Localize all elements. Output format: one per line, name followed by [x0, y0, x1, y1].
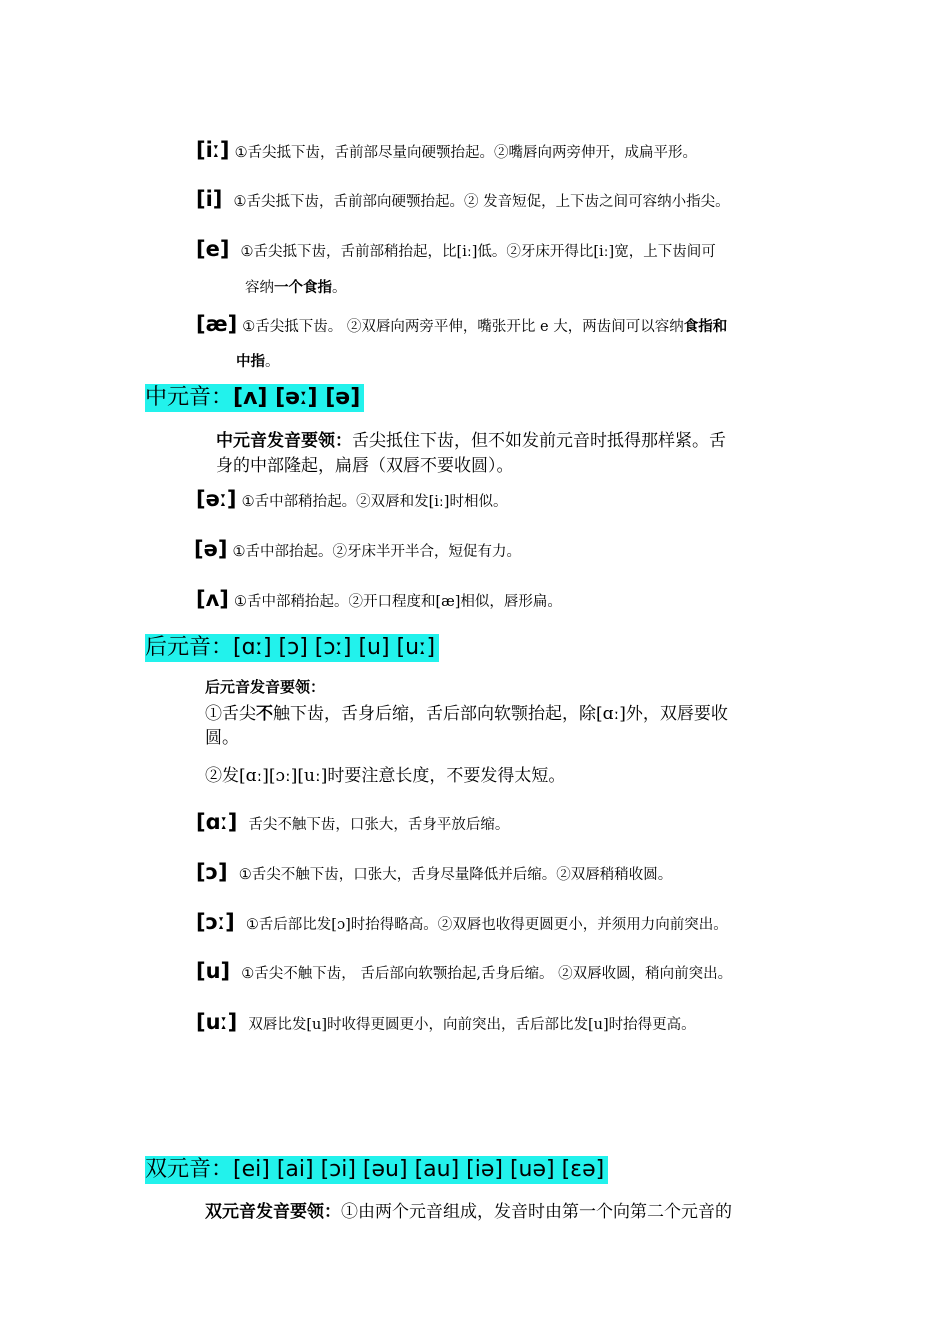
back-vowel-rule-line1-continued	[205, 723, 239, 748]
back-vowel-o-long	[196, 910, 728, 934]
pronunciation-description: ①舌尖抵下齿，舌前部向硬颚抬起。② 发音短促，上下齿之间可容纳小指尖。	[233, 194, 730, 210]
phonetic-symbol: [e]	[196, 237, 230, 261]
heading-symbols: [ei] [ai] [ɔi] [əu] [au] [iə] [uə] [ɛə]	[233, 1157, 605, 1182]
mid-vowel-schwa-long	[196, 487, 507, 511]
mid-vowel-wedge	[196, 587, 562, 611]
mid-vowel-rule-continued	[216, 451, 514, 476]
rule-text: 身的中部隆起，扁唇（双唇不要收圆）。	[216, 456, 514, 476]
pronunciation-description: ①舌中部稍抬起。②开口程度和[æ]相似，唇形扁。	[233, 594, 562, 610]
phonetic-symbol: [ɔ]	[196, 860, 228, 884]
heading-label: 后元音：	[145, 635, 234, 660]
pronunciation-description: ①舌中部抬起。②牙床半开半合，短促有力。	[232, 544, 522, 560]
mid-vowel-heading	[145, 384, 364, 412]
phonetic-symbol: [uː]	[196, 1010, 238, 1034]
emphasis-text: 食指和	[683, 319, 728, 335]
front-vowel-e	[196, 237, 716, 261]
back-vowel-a-long	[196, 810, 509, 834]
continued-end: 。	[265, 354, 280, 370]
front-vowel-i-short	[196, 187, 730, 211]
continued-end: 。	[332, 280, 347, 296]
mid-vowel-schwa	[194, 537, 521, 561]
pronunciation-description: ①舌尖抵下齿。 ②双唇向两旁平伸，嘴张开比 e 大，两齿间可以容纳	[242, 319, 684, 335]
rule-title: 中元音发音要领：	[216, 431, 352, 451]
emphasis-text: 不	[256, 704, 273, 724]
front-vowel-e-continued	[245, 276, 347, 297]
continued-text: 容纳	[245, 280, 274, 296]
rule-text: 舌尖抵住下齿，但不如发前元音时抵得那样紧。舌	[352, 431, 726, 451]
heading-symbols: [ʌ] [əː] [ə]	[233, 385, 361, 410]
back-vowel-heading	[145, 634, 439, 662]
heading-label: 双元音：	[145, 1157, 234, 1182]
pronunciation-description: ①舌尖不触下齿， 舌后部向软颚抬起,舌身后缩。 ②双唇收圆，稍向前突出。	[241, 966, 733, 982]
pronunciation-description: ①舌后部比发[ɔ]时抬得略高。②双唇也收得更圆更小，并须用力向前突出。	[245, 917, 728, 933]
rule-title: 双元音发音要领：	[205, 1202, 341, 1222]
back-vowel-rule-line1	[205, 699, 728, 724]
phonetic-symbol: [æ]	[196, 312, 238, 336]
pronunciation-description: 舌尖不触下齿，口张大，舌身平放后缩。	[248, 817, 510, 833]
pronunciation-description: ①舌中部稍抬起。②双唇和发[iː]时相似。	[241, 494, 508, 510]
back-vowel-u-short	[196, 959, 732, 983]
pronunciation-description: ①舌尖抵下齿，舌前部尽量向硬颚抬起。②嘴唇向两旁伸开，成扁平形。	[234, 145, 698, 161]
pronunciation-description: ①舌尖抵下齿，舌前部稍抬起，比[iː]低。②牙床开得比[iː]宽，上下齿间可	[240, 244, 716, 260]
pronunciation-description: ①舌尖不触下齿，口张大，舌身尽量降低并后缩。②双唇稍稍收圆。	[238, 867, 673, 883]
back-vowel-u-long	[196, 1010, 696, 1034]
phonetic-symbol: [ə]	[194, 537, 228, 561]
emphasis-text: 一个食指	[274, 280, 332, 296]
phonetic-symbol: [iː]	[196, 138, 230, 162]
rule-text: 圆。	[205, 728, 239, 748]
rule-title: 后元音发音要领：	[205, 678, 326, 696]
diphthong-rule	[205, 1197, 732, 1222]
heading-symbols: [ɑː] [ɔ] [ɔː] [u] [uː]	[233, 635, 436, 660]
phonetic-symbol: [i]	[196, 187, 223, 211]
heading-label: 中元音：	[145, 385, 234, 410]
phonetic-symbol: [ɑː]	[196, 810, 238, 834]
front-vowel-ae	[196, 312, 727, 336]
front-vowel-ae-continued	[236, 350, 280, 371]
rule-text: ①由两个元音组成，发音时由第一个向第二个元音的	[341, 1202, 732, 1222]
phonetic-symbol: [ɔː]	[196, 910, 235, 934]
mid-vowel-rule	[216, 426, 726, 451]
phonetic-symbol: [ʌ]	[196, 587, 229, 611]
rule-text: 触下齿，舌身后缩，舌后部向软颚抬起，除[ɑː]外，双唇要收	[273, 704, 728, 724]
front-vowel-i-long	[196, 138, 697, 162]
emphasis-text: 中指	[236, 354, 265, 370]
rule-text: ①舌尖	[205, 704, 256, 724]
diphthong-heading	[145, 1156, 608, 1184]
back-vowel-rule-line2	[205, 761, 565, 786]
back-vowel-o-short	[196, 860, 672, 884]
back-vowel-rule-title	[205, 676, 325, 697]
phonetic-symbol: [əː]	[196, 487, 237, 511]
phonetic-symbol: [u]	[196, 959, 231, 983]
rule-text: ②发[ɑː][ɔː][uː]时要注意长度，不要发得太短。	[205, 766, 566, 786]
pronunciation-description: 双唇比发[u]时收得更圆更小，向前突出，舌后部比发[u]时抬得更高。	[248, 1017, 696, 1033]
